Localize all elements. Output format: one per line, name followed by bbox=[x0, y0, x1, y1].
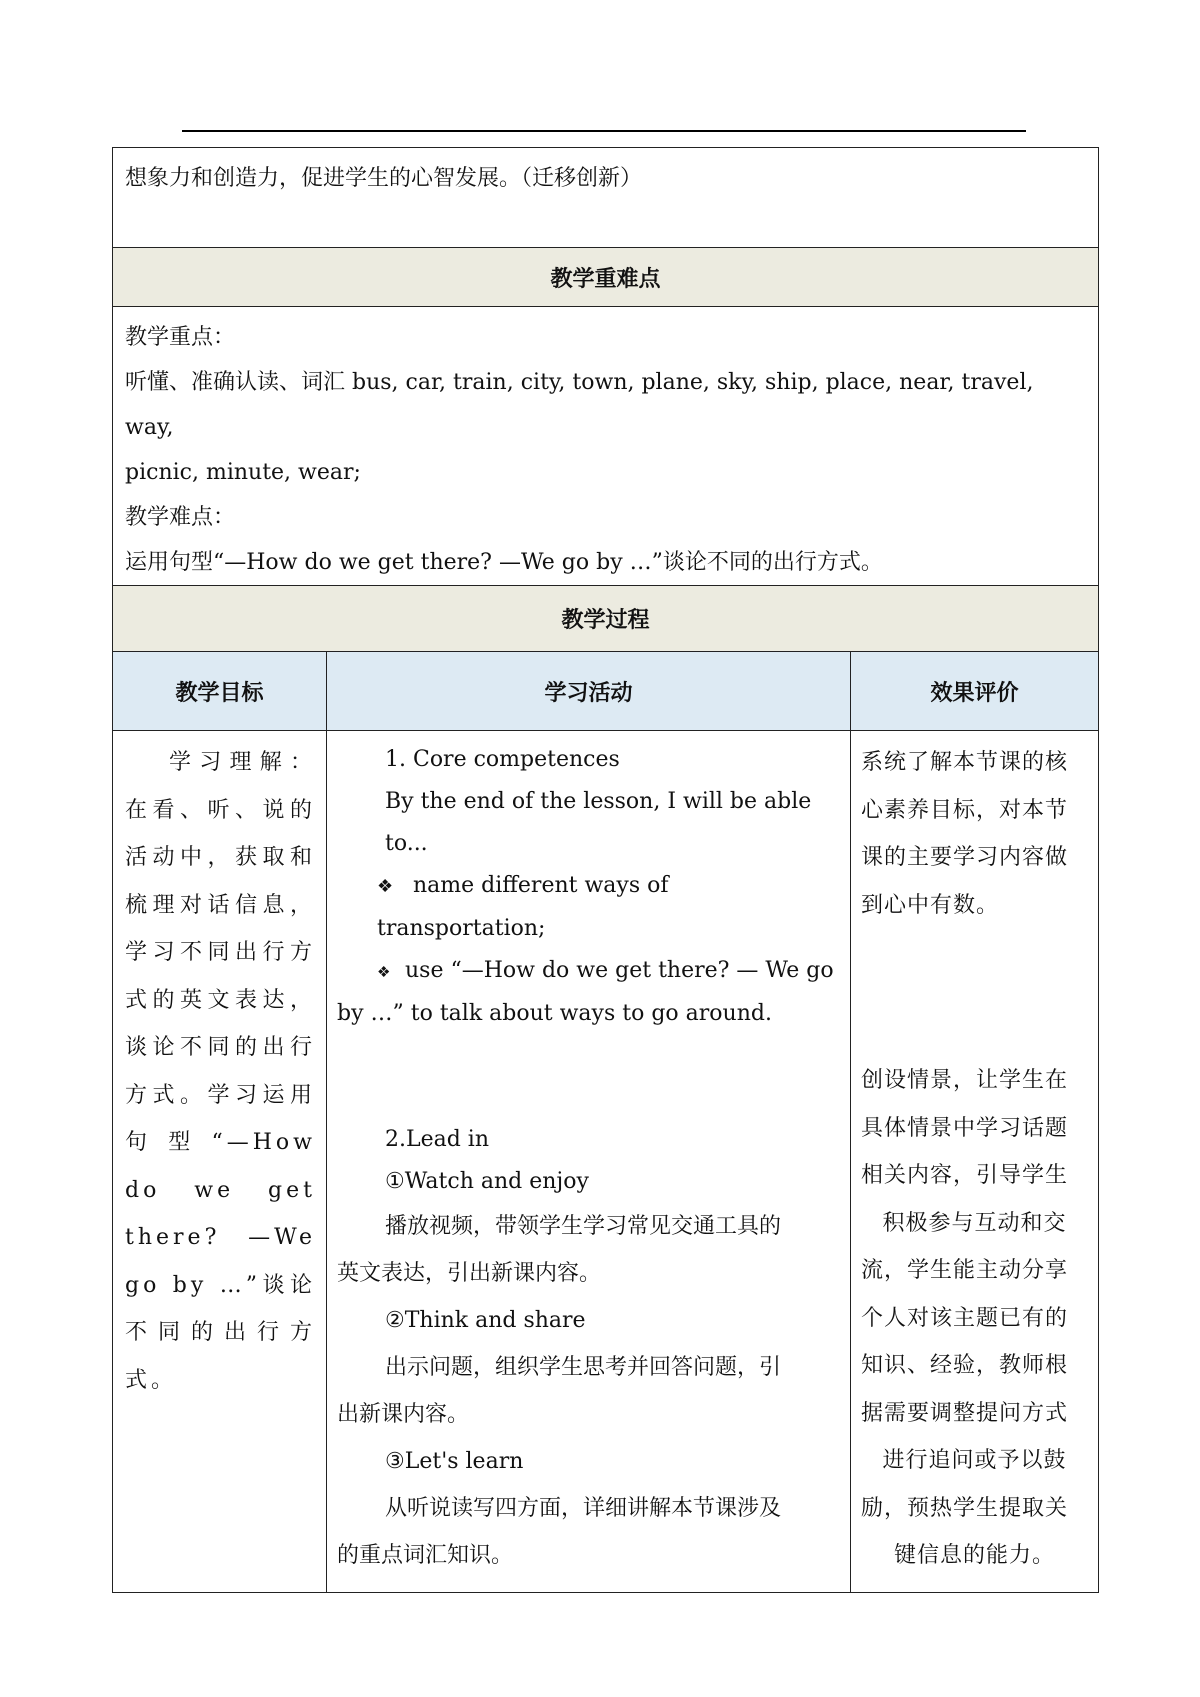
diamond-bullet-icon: ❖ bbox=[377, 963, 391, 981]
intro-cell bbox=[113, 148, 1099, 248]
activity-cell bbox=[327, 731, 851, 1593]
lead-in-title: 2.Lead in bbox=[385, 1127, 490, 1152]
watch-text-line-2: 英文表达，引出新课内容。 bbox=[337, 1261, 602, 1286]
goal-text: 学习理解：在看、听、说的活动中，获取和梳理对话信息，学习不同出行方式的英文表达，谈论不同的出行方式。学习运用句型“—How do we get there? —We go by …”谈论不同的出行方式。 bbox=[125, 750, 316, 1393]
learn-text-line-2: 的重点词汇知识。 bbox=[337, 1543, 514, 1568]
focus-text-line-1: 听懂、准确认读、词汇 bus, car, train, city, town, plane, sky, ship, place, near, travel, way, bbox=[125, 370, 1034, 440]
goal-cell bbox=[113, 731, 327, 1593]
core-competences-intro: By the end of the lesson, I will be able to... bbox=[385, 789, 812, 856]
learn-text-line-1: 从听说读写四方面，详细讲解本节课涉及 bbox=[385, 1496, 782, 1521]
eval-line: 创设情景，让学生在 bbox=[861, 1068, 1069, 1093]
eval-cell bbox=[851, 731, 1099, 1593]
col-header-activity: 学习活动 bbox=[327, 652, 851, 731]
eval-line: 课的主要学习内容做 bbox=[861, 845, 1069, 870]
eval-line: 心素养目标，对本节 bbox=[861, 797, 1069, 823]
bullet-item-2-text-line-1: use “—How do we get there? — We go bbox=[405, 958, 834, 983]
col-header-eval: 效果评价 bbox=[851, 652, 1099, 731]
eval-line: 个人对该主题已有的 bbox=[861, 1305, 1069, 1331]
eval-line: 知识、经验，教师根 bbox=[861, 1353, 1069, 1378]
eval-line: 相关内容，引导学生 bbox=[861, 1163, 1069, 1188]
spacer bbox=[861, 929, 1088, 1057]
eval-line: 进行追问或予以鼓 bbox=[882, 1448, 1067, 1473]
eval-line: 励，预热学生提取关 bbox=[861, 1495, 1069, 1521]
bullet-item-1-text: name different ways of transportation; bbox=[377, 873, 669, 941]
eval-line: 具体情景中学习话题 bbox=[861, 1115, 1069, 1141]
key-points-header: 教学重难点 bbox=[113, 248, 1099, 307]
eval-line: 积极参与互动和交 bbox=[882, 1210, 1067, 1236]
eval-line: 据需要调整提问方式 bbox=[861, 1400, 1069, 1426]
eval-line: 系统了解本节课的核 bbox=[861, 750, 1069, 775]
focus-label: 教学重点： bbox=[125, 325, 236, 350]
focus-text-line-2: picnic, minute, wear; bbox=[125, 460, 361, 485]
eval-line: 键信息的能力。 bbox=[893, 1543, 1055, 1568]
think-title: ②Think and share bbox=[385, 1308, 586, 1333]
bullet-item-2-text-line-2: by …” to talk about ways to go around. bbox=[337, 1001, 772, 1026]
diamond-bullet-icon: ❖ bbox=[377, 876, 394, 897]
lesson-plan-table bbox=[112, 147, 1099, 1593]
difficulty-text: 运用句型“—How do we get there? —We go by …”谈论不同的出行方式。 bbox=[125, 550, 883, 575]
core-competences-title: 1. Core competences bbox=[385, 747, 620, 772]
difficulty-label: 教学难点： bbox=[125, 505, 236, 530]
header-rule bbox=[182, 130, 1026, 132]
key-points-cell bbox=[113, 307, 1099, 586]
bullet-item-1 bbox=[337, 865, 834, 950]
eval-line: 流，学生能主动分享 bbox=[861, 1258, 1069, 1283]
think-text-line-1: 出示问题，组织学生思考并回答问题，引 bbox=[385, 1355, 782, 1380]
watch-text-line-1: 播放视频，带领学生学习常见交通工具的 bbox=[385, 1214, 782, 1239]
watch-title: ①Watch and enjoy bbox=[385, 1169, 589, 1194]
intro-text: 想象力和创造力，促进学生的心智发展。（迁移创新） bbox=[125, 166, 643, 191]
spacer bbox=[337, 1035, 834, 1119]
think-text-line-2: 出新课内容。 bbox=[337, 1402, 470, 1427]
learn-title: ③Let's learn bbox=[385, 1449, 524, 1474]
col-header-goal: 教学目标 bbox=[113, 652, 327, 731]
eval-line: 到心中有数。 bbox=[861, 892, 1000, 918]
bullet-item-2 bbox=[337, 950, 834, 993]
process-header: 教学过程 bbox=[113, 586, 1099, 652]
